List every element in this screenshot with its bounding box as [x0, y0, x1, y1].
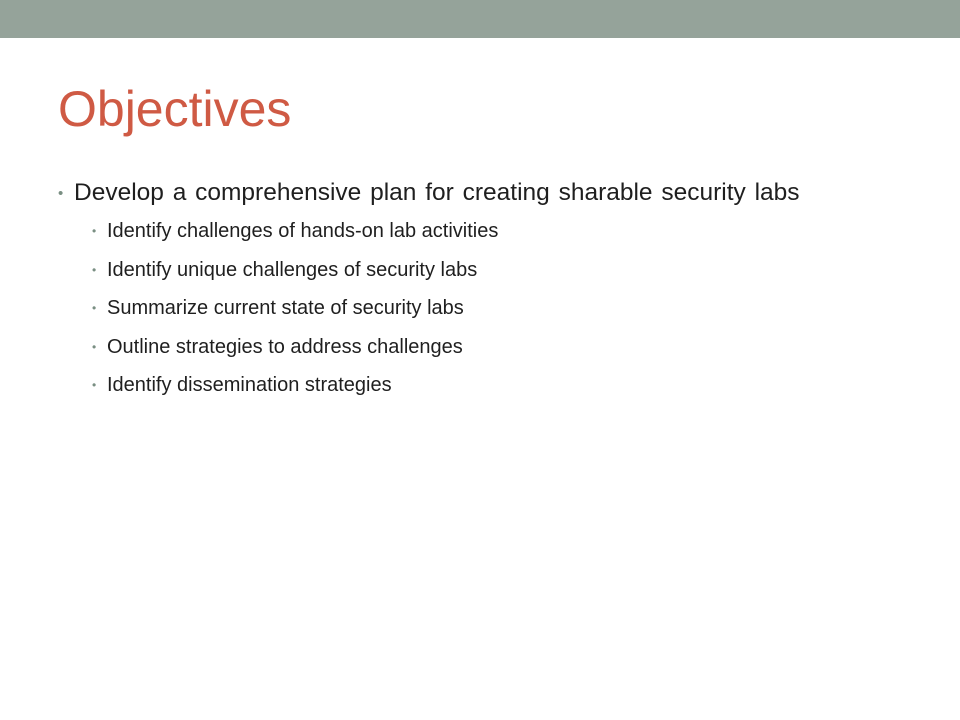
bullet-icon: •: [58, 185, 64, 202]
sub-bullet-text: Identify challenges of hands-on lab activities: [107, 220, 499, 242]
sub-bullet-item: [58, 218, 858, 244]
main-bullet-text: Develop a comprehensive plan for creating sharable security labs: [74, 179, 800, 206]
sub-bullet-list: [58, 218, 858, 398]
slide-title: Objectives: [58, 81, 292, 137]
bullet-icon: •: [92, 301, 97, 315]
bullet-icon: •: [92, 339, 97, 354]
bullet-icon: •: [92, 262, 97, 277]
bullet-icon: •: [92, 378, 97, 392]
sub-bullet-item: [58, 334, 858, 360]
main-bullet: [58, 175, 858, 211]
sub-bullet-item: [58, 295, 858, 321]
sub-bullet-item: [58, 257, 858, 283]
top-accent-band: [0, 0, 960, 38]
sub-bullet-item: [58, 372, 858, 398]
sub-bullet-text: Identify dissemination strategies: [107, 374, 392, 396]
bullet-icon: •: [92, 224, 97, 238]
sub-bullet-text: Summarize current state of security labs: [107, 297, 464, 319]
sub-bullet-text: Outline strategies to address challenges: [107, 335, 463, 358]
slide-content: [58, 175, 858, 411]
sub-bullet-text: Identify unique challenges of security labs: [107, 258, 478, 281]
